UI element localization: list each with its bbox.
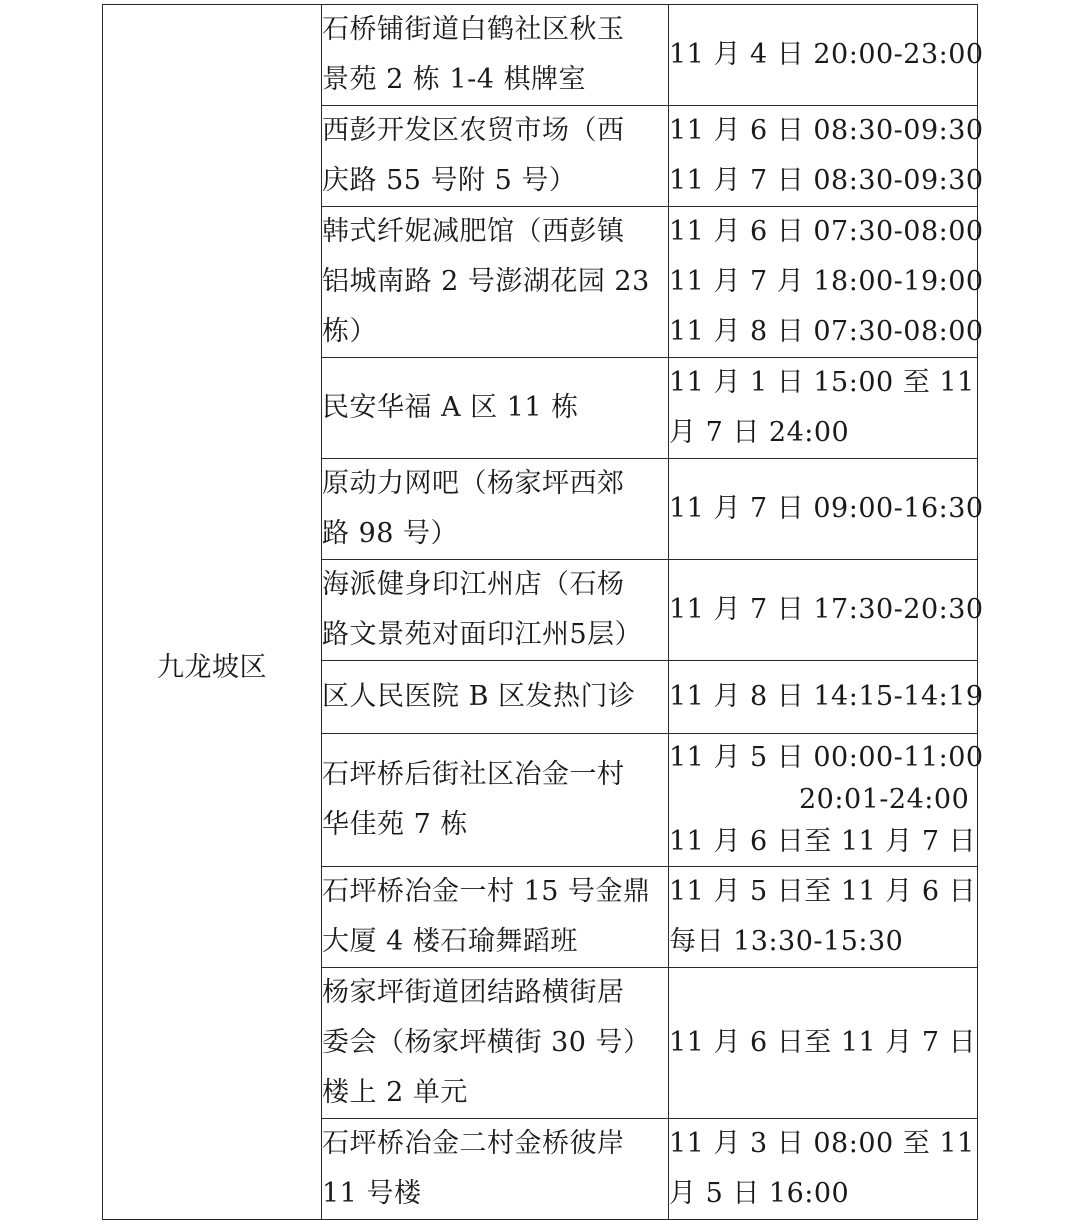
place-cell <box>322 734 669 867</box>
time-text: 11 月 6 日至 11 月 7 日 <box>669 1027 977 1058</box>
district-cell <box>103 5 322 1220</box>
time-text: 每日 13:30-15:30 <box>669 926 904 957</box>
time-cell <box>669 358 978 459</box>
place-text: 栋） <box>322 316 377 347</box>
place-text: 石坪桥后街社区冶金一村 <box>322 759 625 790</box>
place-cell <box>322 1119 669 1220</box>
time-cell <box>669 560 984 661</box>
place-text: 石坪桥冶金二村金桥彼岸 <box>322 1128 625 1159</box>
place-cell <box>322 207 669 358</box>
place-text: 华佳苑 7 栋 <box>322 809 468 840</box>
place-text: 民安华福 A 区 11 栋 <box>322 392 579 423</box>
time-text: 11 月 7 日 08:30-09:30 <box>669 165 984 196</box>
time-text: 月 5 日 16:00 <box>669 1178 850 1209</box>
place-text: 石桥铺街道白鹤社区秋玉 <box>322 14 625 45</box>
place-text: 区人民医院 B 区发热门诊 <box>322 681 636 712</box>
time-text: 20:01-24:00 <box>799 784 970 815</box>
time-cell <box>669 5 984 106</box>
district-name: 九龙坡区 <box>157 652 267 683</box>
time-text: 11 月 5 日 00:00-11:00 <box>669 742 984 773</box>
time-text: 11 月 7 日 09:00-16:30 <box>669 493 984 524</box>
time-text: 11 月 7 月 18:00-19:00 <box>669 266 984 297</box>
time-text: 月 7 日 24:00 <box>669 417 850 448</box>
time-cell <box>669 459 984 560</box>
place-text: 楼上 2 单元 <box>322 1077 468 1108</box>
time-text: 11 月 7 日 17:30-20:30 <box>669 594 984 625</box>
place-text: 西彭开发区农贸市场（西 <box>322 115 625 146</box>
time-text: 11 月 4 日 20:00-23:00 <box>669 39 984 70</box>
place-text: 路 98 号） <box>322 518 459 549</box>
place-cell <box>322 358 669 459</box>
time-cell <box>669 968 978 1119</box>
time-text: 11 月 8 日 14:15-14:19 <box>669 681 984 712</box>
place-text: 景苑 2 栋 1-4 棋牌室 <box>322 64 586 95</box>
place-text: 海派健身印江州店（石杨 <box>322 569 625 600</box>
time-text: 11 月 8 日 07:30-08:00 <box>669 316 984 347</box>
locations-table <box>102 4 984 1220</box>
place-text: 委会（杨家坪横街 30 号） <box>322 1027 651 1058</box>
place-text: 大厦 4 楼石瑜舞蹈班 <box>322 926 578 957</box>
place-cell <box>322 968 669 1119</box>
time-cell <box>669 661 984 734</box>
place-text: 铝城南路 2 号澎湖花园 23 <box>322 266 650 297</box>
time-text: 11 月 6 日 08:30-09:30 <box>669 115 984 146</box>
time-cell <box>669 106 984 207</box>
place-text: 庆路 55 号附 5 号） <box>322 165 577 196</box>
place-text: 路文景苑对面印江州5层） <box>322 619 643 650</box>
place-cell <box>322 867 669 968</box>
place-text: 11 号楼 <box>322 1178 422 1209</box>
place-text: 韩式纤妮减肥馆（西彭镇 <box>322 216 625 247</box>
time-text: 11 月 5 日至 11 月 6 日 <box>669 876 977 907</box>
time-text: 11 月 6 日 07:30-08:00 <box>669 216 984 247</box>
time-cell <box>669 734 984 867</box>
place-cell <box>322 459 669 560</box>
place-cell <box>322 5 669 106</box>
time-text: 11 月 1 日 15:00 至 11 <box>669 367 975 398</box>
time-cell <box>669 207 984 358</box>
time-cell <box>669 867 978 968</box>
time-text: 11 月 3 日 08:00 至 11 <box>669 1128 975 1159</box>
place-text: 杨家坪街道团结路横街居 <box>322 977 625 1008</box>
time-text: 11 月 6 日至 11 月 7 日 <box>669 826 977 857</box>
table-row <box>103 5 978 106</box>
place-text: 石坪桥冶金一村 15 号金鼎 <box>322 876 651 907</box>
place-cell <box>322 661 669 734</box>
time-cell <box>669 1119 978 1220</box>
place-cell <box>322 106 669 207</box>
place-text: 原动力网吧（杨家坪西郊 <box>322 468 625 499</box>
place-cell <box>322 560 669 661</box>
